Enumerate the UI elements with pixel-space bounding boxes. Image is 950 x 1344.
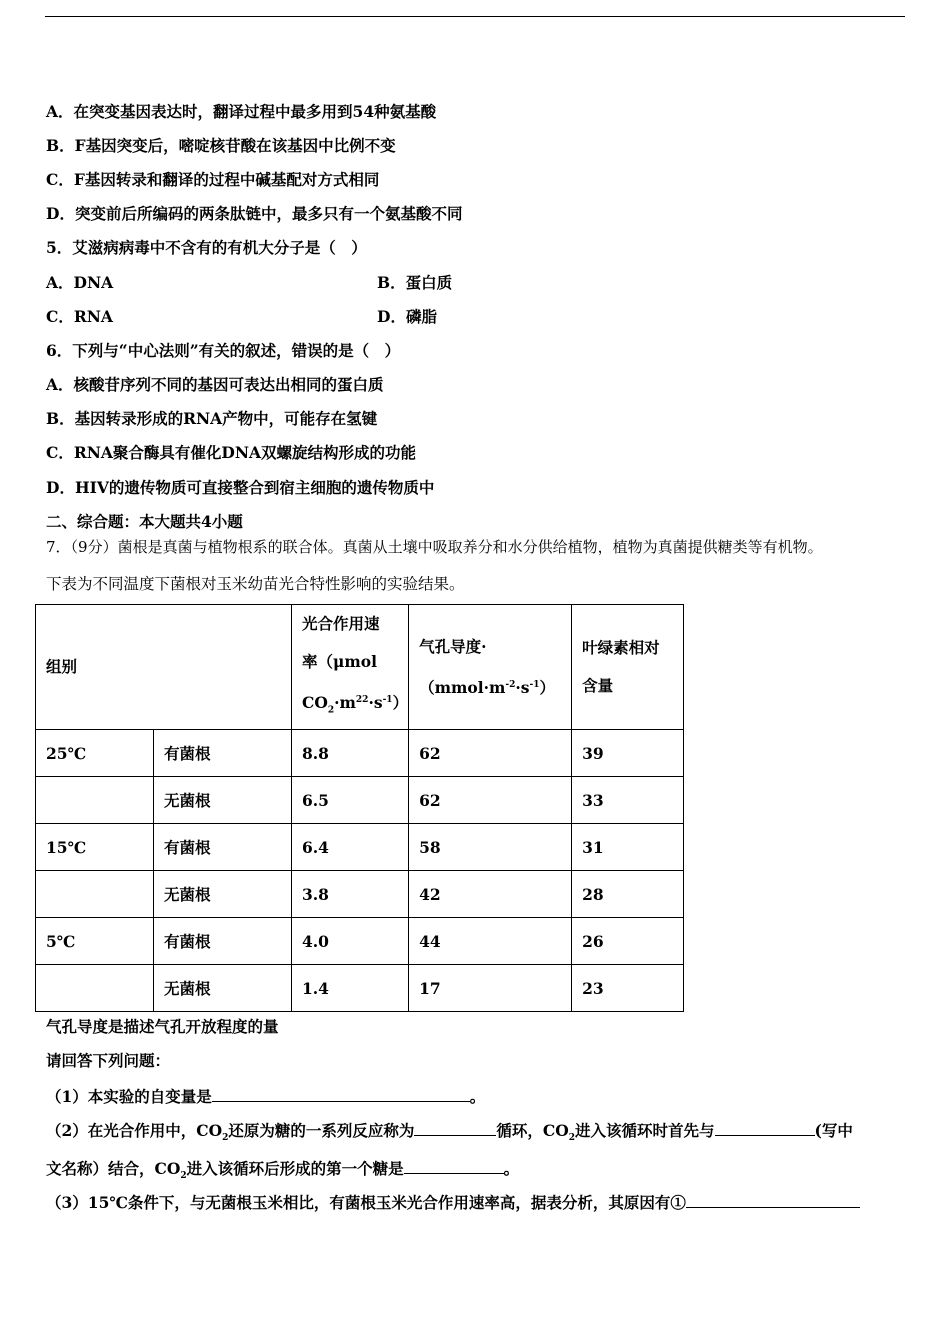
subquestion-2-line2: 文名称）结合，$CO_2$进入该循环后形成的第一个糖是 。 (46, 1156, 519, 1186)
q5-option-a: A．DNA (46, 273, 114, 292)
q7-stem-line1: 7．（9分）菌根是真菌与植物根系的联合体。真菌从土壤中吸取养分和水分供给植物，植物为真菌提供糖类等有机物。 (46, 538, 823, 556)
results-table (35, 604, 684, 1012)
header-group: 组别 (36, 605, 292, 730)
header-rule (45, 16, 905, 17)
q5-option-c: C．RNA (46, 307, 113, 326)
answer-blank-1[interactable] (212, 1084, 470, 1102)
q6-option-d: D．HIV的遗传物质可直接整合到宿主细胞的遗传物质中 (46, 478, 435, 497)
subquestion-1: （1）本实验的自变量是 。 (46, 1084, 485, 1107)
header-photosynthesis-rate: 光合作用速 率（μmol $CO_2\cdot m^{22}\cdot s^{-1}$） (292, 605, 409, 730)
table-row: 无菌根 3.8 42 28 (36, 871, 684, 918)
answer-blank-2[interactable] (414, 1118, 496, 1136)
answer-blank-5[interactable] (686, 1190, 860, 1208)
q5-stem: 5．艾滋病病毒中不含有的有机大分子是（ ） (46, 238, 367, 257)
answer-prompt: 请回答下列问题： (46, 1051, 171, 1070)
q6-stem: 6．下列与“中心法则”有关的叙述，错误的是（ ） (46, 341, 401, 360)
subquestion-2-line1: （2）在光合作用中，$CO_2$还原为糖的一系列反应称为 循环，$CO_2$进入该循环时首先与 (写中 (46, 1118, 853, 1148)
table-row: 15℃ 有菌根 6.4 58 31 (36, 824, 684, 871)
subquestion-3: （3）15℃条件下，与无菌根玉米相比，有菌根玉米光合作用速率高，据表分析，其原因有① (46, 1190, 860, 1213)
q4-option-d: D．突变前后所编码的两条肽链中，最多只有一个氨基酸不同 (46, 204, 463, 223)
q5-option-d: D．磷脂 (377, 307, 437, 326)
q4-option-c: C．F基因转录和翻译的过程中碱基配对方式相同 (46, 170, 380, 189)
section-heading: 二、综合题：本大题共4小题 (46, 512, 243, 531)
q6-option-c: C．RNA聚合酶具有催化DNA双螺旋结构形成的功能 (46, 443, 417, 462)
answer-blank-3[interactable] (715, 1118, 815, 1136)
table-row: 无菌根 6.5 62 33 (36, 777, 684, 824)
answer-blank-4[interactable] (404, 1156, 504, 1174)
q7-stem-line2: 下表为不同温度下菌根对玉米幼苗光合特性影响的实验结果。 (46, 575, 465, 593)
q5-option-b: B．蛋白质 (377, 273, 453, 292)
q6-option-b: B．基因转录形成的RNA产物中，可能存在氢键 (46, 409, 378, 428)
q4-option-a: A．在突变基因表达时，翻译过程中最多用到54种氨基酸 (46, 102, 437, 121)
q6-option-a: A．核酸苷序列不同的基因可表达出相同的蛋白质 (46, 375, 384, 394)
table-row: 5℃ 有菌根 4.0 44 26 (36, 918, 684, 965)
header-stomatal-conductance: 气孔导度· $(mmol\cdot m^{-2}\cdot s^{-1})$ (409, 605, 572, 730)
table-row: 25℃ 有菌根 8.8 62 39 (36, 730, 684, 777)
table-row: 无菌根 1.4 17 23 (36, 965, 684, 1012)
note-stomatal: 气孔导度是描述气孔开放程度的量 (46, 1017, 279, 1036)
table-header-row (36, 605, 684, 730)
header-chlorophyll: 叶绿素相对 含量 (572, 605, 684, 730)
q4-option-b: B．F基因突变后，嘧啶核苷酸在该基因中比例不变 (46, 136, 396, 155)
